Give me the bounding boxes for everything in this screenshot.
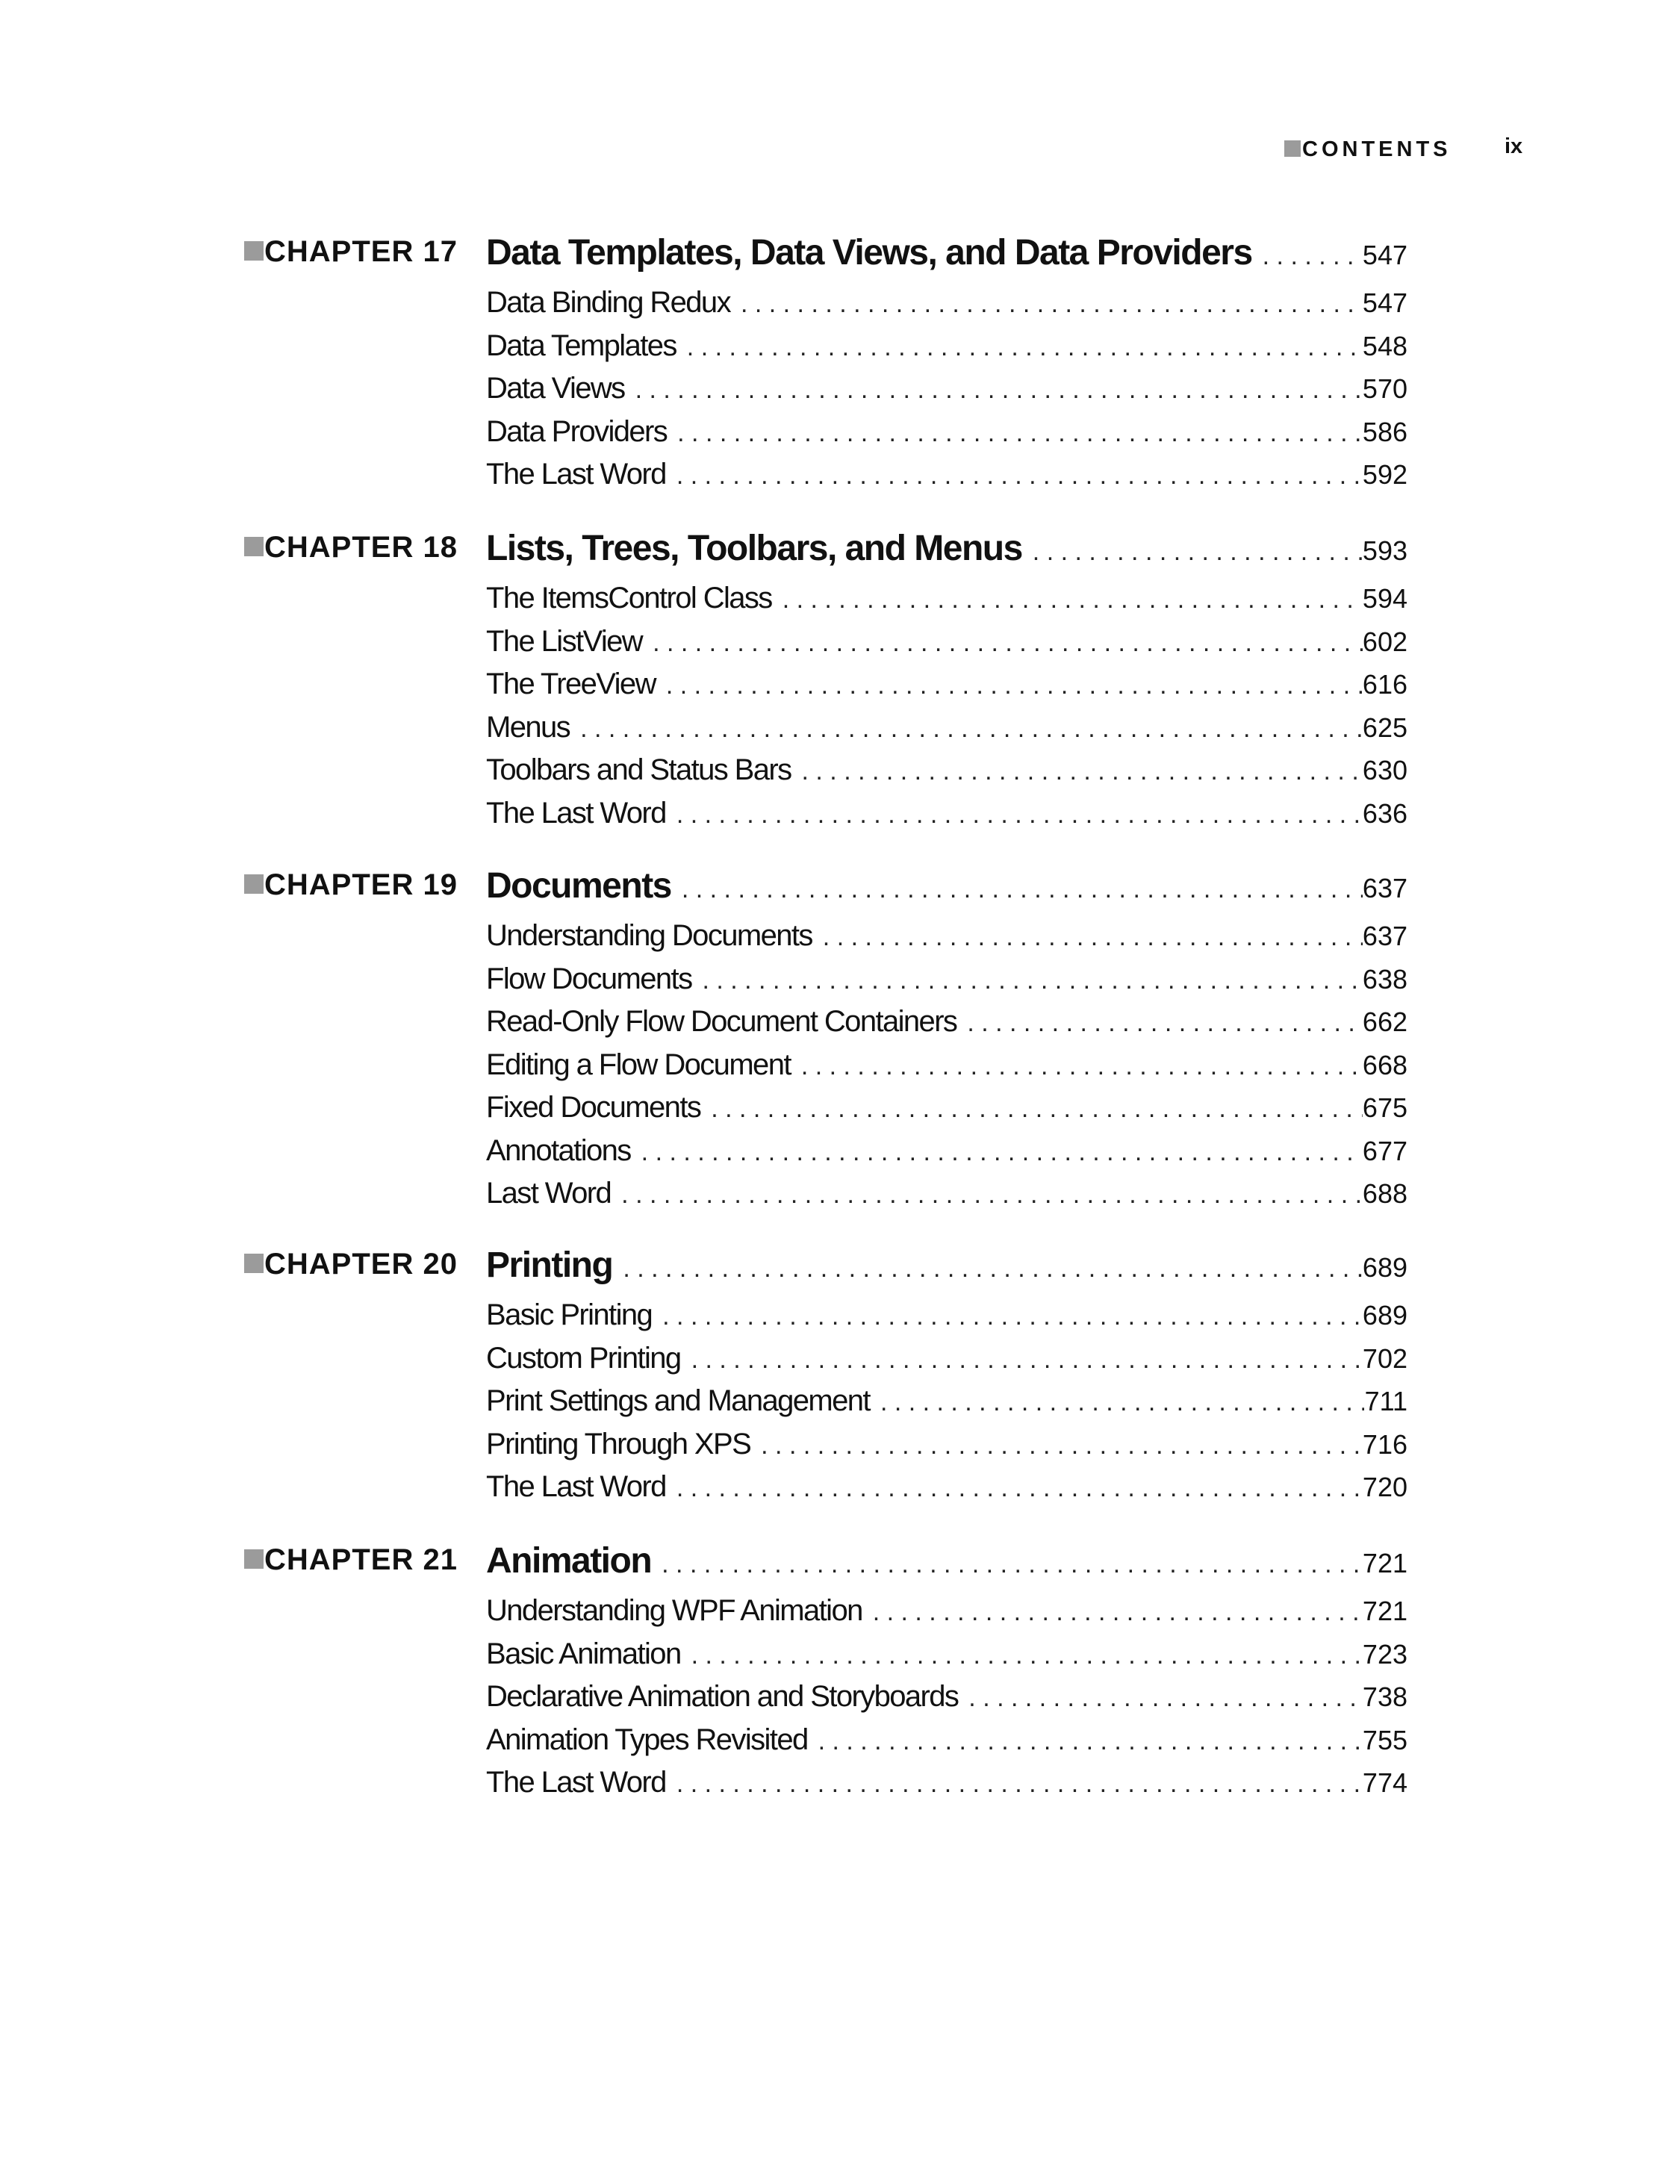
section-title: The Last Word xyxy=(486,1766,666,1799)
section-row[interactable] xyxy=(486,1090,1407,1126)
section-page: 662 xyxy=(1362,1007,1407,1037)
section-title: The Last Word xyxy=(486,458,666,491)
leader-dots xyxy=(691,1343,1363,1377)
leader-dots xyxy=(741,287,1363,321)
section-page: 637 xyxy=(1362,921,1407,951)
leader-dots xyxy=(801,1049,1363,1083)
section-row[interactable] xyxy=(486,1469,1407,1505)
square-bullet-icon xyxy=(244,1549,264,1569)
section-row[interactable] xyxy=(486,1637,1407,1673)
section-row[interactable] xyxy=(486,1593,1407,1629)
section-page: 720 xyxy=(1362,1472,1407,1502)
section-page: 592 xyxy=(1362,459,1407,490)
section-row[interactable] xyxy=(486,667,1407,703)
square-bullet-icon xyxy=(244,537,264,556)
section-row[interactable] xyxy=(486,753,1407,788)
section-page: 630 xyxy=(1362,755,1407,785)
section-row[interactable] xyxy=(486,624,1407,660)
chapter-page: 593 xyxy=(1362,535,1407,566)
section-row[interactable] xyxy=(486,457,1407,493)
chapter-title: Lists, Trees, Toolbars, and Menus xyxy=(486,529,1022,568)
section-page: 711 xyxy=(1364,1386,1407,1416)
section-page: 723 xyxy=(1362,1638,1407,1670)
chapter-number: CHAPTER 21 xyxy=(264,1543,458,1576)
chapter-page: 689 xyxy=(1362,1252,1407,1283)
leader-dots xyxy=(635,373,1363,407)
section-title: Read-Only Flow Document Containers xyxy=(486,1005,957,1038)
section-title: Animation Types Revisited xyxy=(486,1723,808,1756)
leader-dots xyxy=(823,920,1363,954)
leader-dots xyxy=(967,1006,1363,1040)
running-header xyxy=(1284,137,1522,167)
section-page: 774 xyxy=(1362,1767,1407,1798)
leader-dots xyxy=(580,712,1363,746)
leader-dots xyxy=(676,1471,1363,1505)
section-row[interactable] xyxy=(486,1765,1407,1801)
section-title: Toolbars and Status Bars xyxy=(486,753,791,786)
page-number: ix xyxy=(1505,134,1523,158)
leader-dots xyxy=(1033,535,1363,569)
square-bullet-icon xyxy=(244,241,264,261)
section-title: Fixed Documents xyxy=(486,1091,701,1124)
section-title: Last Word xyxy=(486,1177,612,1210)
chapter-page: 547 xyxy=(1362,240,1407,270)
section-title: Declarative Animation and Storyboards xyxy=(486,1680,959,1713)
leader-dots xyxy=(880,1385,1364,1419)
section-page: 675 xyxy=(1362,1092,1407,1123)
chapter-page: 721 xyxy=(1362,1548,1407,1578)
chapter-title: Documents xyxy=(486,866,671,906)
chapter-page: 637 xyxy=(1362,873,1407,903)
section-row[interactable] xyxy=(486,796,1407,832)
leader-dots xyxy=(691,1638,1363,1673)
section-page: 636 xyxy=(1362,797,1407,829)
section-page: 721 xyxy=(1362,1596,1407,1626)
section-page: 548 xyxy=(1362,330,1407,361)
section-page: 689 xyxy=(1362,1300,1407,1331)
section-page: 702 xyxy=(1362,1343,1407,1374)
leader-dots xyxy=(676,1767,1363,1801)
leader-dots xyxy=(662,1547,1363,1581)
section-title: The ListView xyxy=(486,624,643,658)
running-header-label: CONTENTS xyxy=(1302,137,1452,161)
section-page: 570 xyxy=(1362,373,1407,404)
section-page: 688 xyxy=(1362,1178,1407,1209)
leader-dots xyxy=(676,458,1363,493)
chapter-title-row[interactable] xyxy=(486,868,1407,905)
chapter-number: CHAPTER 20 xyxy=(264,1248,458,1281)
leader-dots xyxy=(677,416,1363,450)
square-bullet-icon xyxy=(244,1254,264,1273)
section-page: 594 xyxy=(1362,583,1407,614)
leader-dots xyxy=(702,963,1362,998)
section-title: Print Settings and Management xyxy=(486,1384,870,1417)
leader-dots xyxy=(711,1092,1363,1126)
leader-dots xyxy=(621,1177,1363,1212)
chapter-number: CHAPTER 19 xyxy=(264,868,458,901)
leader-dots xyxy=(873,1595,1363,1629)
section-row[interactable] xyxy=(486,1133,1407,1169)
section-title: Flow Documents xyxy=(486,962,692,995)
section-row[interactable] xyxy=(486,1427,1407,1463)
chapter-title: Animation xyxy=(486,1541,652,1581)
section-row[interactable] xyxy=(486,285,1407,321)
section-page: 586 xyxy=(1362,416,1407,447)
leader-dots xyxy=(968,1681,1363,1715)
section-row[interactable] xyxy=(486,1048,1407,1083)
section-row[interactable] xyxy=(486,371,1407,407)
section-title: The TreeView xyxy=(486,668,656,700)
leader-dots xyxy=(662,1299,1363,1334)
section-title: The Last Word xyxy=(486,796,666,830)
section-row[interactable] xyxy=(486,710,1407,746)
leader-dots xyxy=(676,797,1363,832)
chapter-title: Data Templates, Data Views, and Data Providers xyxy=(486,233,1252,273)
section-title: Editing a Flow Document xyxy=(486,1048,791,1081)
section-row[interactable] xyxy=(486,1384,1407,1419)
square-bullet-icon xyxy=(244,874,264,894)
section-page: 738 xyxy=(1362,1681,1407,1712)
section-title: Printing Through XPS xyxy=(486,1427,751,1460)
leader-dots xyxy=(802,754,1363,788)
section-title: Understanding WPF Animation xyxy=(486,1594,862,1627)
section-row[interactable] xyxy=(486,1723,1407,1758)
section-title: The ItemsControl Class xyxy=(486,582,772,615)
section-title: Understanding Documents xyxy=(486,919,812,952)
chapter-number: CHAPTER 18 xyxy=(264,531,458,564)
section-page: 668 xyxy=(1362,1049,1407,1080)
chapter-title-row[interactable] xyxy=(486,530,1407,567)
leader-dots xyxy=(682,872,1363,906)
chapter-title-row[interactable] xyxy=(486,1543,1407,1580)
leader-dots xyxy=(818,1724,1363,1758)
section-row[interactable] xyxy=(486,1298,1407,1334)
leader-dots xyxy=(623,1251,1363,1286)
leader-dots xyxy=(687,330,1363,364)
section-page: 755 xyxy=(1362,1724,1407,1755)
section-page: 625 xyxy=(1362,712,1407,743)
section-row[interactable] xyxy=(486,581,1407,617)
section-page: 616 xyxy=(1362,669,1407,700)
chapter-number: CHAPTER 17 xyxy=(264,235,458,268)
chapter-title: Printing xyxy=(486,1245,613,1285)
section-row[interactable] xyxy=(486,329,1407,364)
leader-dots xyxy=(761,1428,1363,1463)
chapter-title-row[interactable] xyxy=(486,1247,1407,1284)
section-row[interactable] xyxy=(486,962,1407,998)
chapter-title-row[interactable] xyxy=(486,234,1407,272)
leader-dots xyxy=(1263,239,1363,273)
section-row[interactable] xyxy=(486,1176,1407,1212)
section-page: 547 xyxy=(1362,287,1407,318)
section-title: Annotations xyxy=(486,1133,631,1167)
section-title: Data Views xyxy=(486,372,625,405)
square-bullet-icon xyxy=(1284,140,1301,157)
section-title: Data Providers xyxy=(486,414,668,448)
section-row[interactable] xyxy=(486,1341,1407,1377)
section-page: 677 xyxy=(1362,1135,1407,1166)
leader-dots xyxy=(641,1135,1363,1169)
section-title: Data Binding Redux xyxy=(486,286,730,319)
leader-dots xyxy=(666,668,1363,703)
leader-dots xyxy=(653,626,1363,660)
section-title: The Last Word xyxy=(486,1470,666,1503)
section-row[interactable] xyxy=(486,1679,1407,1715)
section-row[interactable] xyxy=(486,414,1407,450)
leader-dots xyxy=(783,582,1363,617)
section-title: Basic Printing xyxy=(486,1298,653,1331)
section-title: Basic Animation xyxy=(486,1637,681,1670)
section-page: 638 xyxy=(1362,963,1407,995)
section-title: Custom Printing xyxy=(486,1341,681,1375)
section-title: Data Templates xyxy=(486,329,676,362)
section-page: 602 xyxy=(1362,626,1407,657)
section-page: 716 xyxy=(1362,1428,1407,1460)
section-title: Menus xyxy=(486,710,570,744)
section-row[interactable] xyxy=(486,1004,1407,1040)
section-row[interactable] xyxy=(486,918,1407,954)
